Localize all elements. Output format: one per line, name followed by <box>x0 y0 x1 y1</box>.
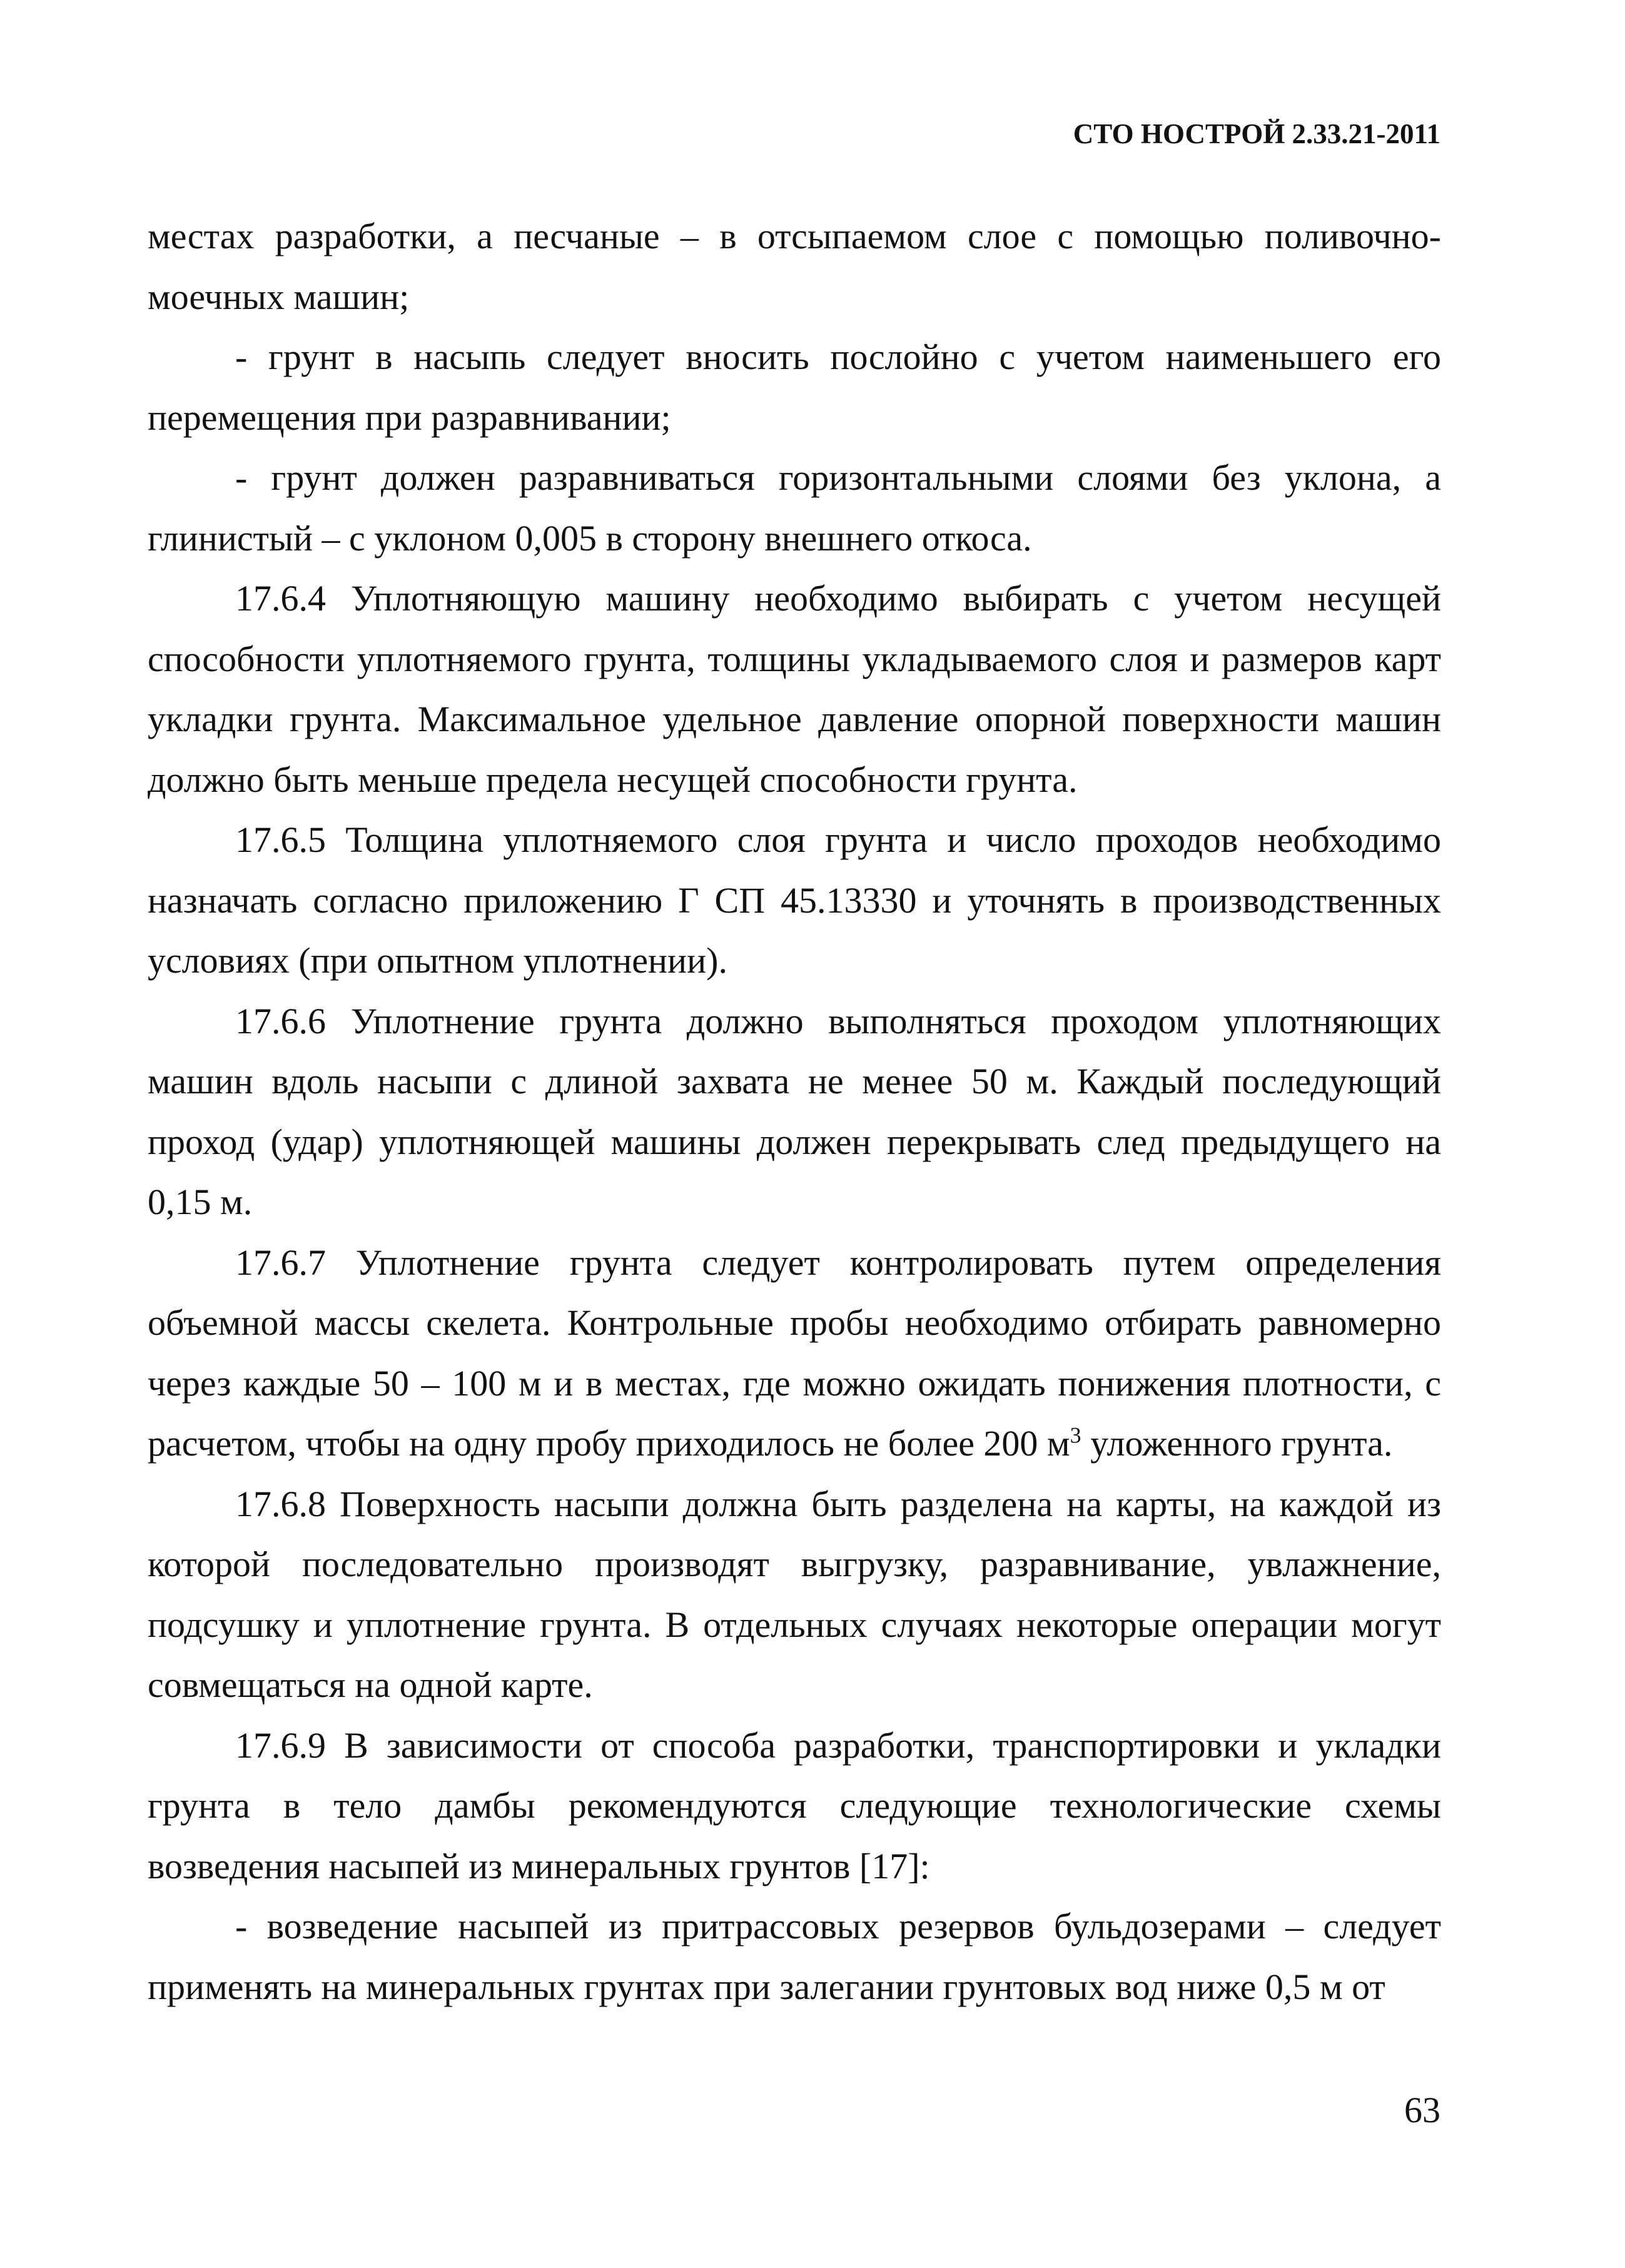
list-item-bulldozer-scheme: - возведение насыпей из притрассовых резервов бульдозерами – следует применять на минеральных грунтах при залегании грунтовых вод ниже 0,5 м от <box>148 1906 1441 2007</box>
paragraph-continuation: местах разработки, а песчаные – в отсыпаемом слое с помощью поливочно-моечных машин; <box>148 216 1441 317</box>
paragraph-17-6-4: 17.6.4 Уплотняющую машину необходимо выбирать с учетом несущей способности уплотняемого грунта, толщины укладываемого слоя и размеров карт укладки грунта. Максимальное удельное давление опорной поверхности машин должно быть меньше предела несущей способности грунта. <box>148 578 1441 800</box>
list-item-soil-layering: - грунт в насыпь следует вносить послойно с учетом наименьшего его перемещения при разравнивании; <box>148 337 1441 438</box>
paragraph-17-6-7-text: 17.6.7 Уплотнение грунта следует контролировать путем определения объемной массы скелета. Контрольные пробы необходимо отбирать равномерно через каждые 50 – 100 м и в местах, где можно ожидать понижения плотности, с расчетом, чтобы на одну пробу приходилось не более 200 м <box>148 1242 1441 1464</box>
superscript-cubic: 3 <box>1070 1422 1081 1448</box>
list-item-soil-leveling: - грунт должен разравниваться горизонтальными слоями без уклона, а глинистый – с уклоном 0,005 в сторону внешнего откоса. <box>148 457 1441 559</box>
paragraph-17-6-5: 17.6.5 Толщина уплотняемого слоя грунта и число проходов необходимо назначать согласно приложению Г СП 45.13330 и уточнять в производственных условиях (при опытном уплотнении). <box>148 819 1441 981</box>
paragraph-17-6-7 <box>148 1233 1441 1474</box>
page-number: 63 <box>1404 2090 1440 2130</box>
document-code-header: СТО НОСТРОЙ 2.33.21-2011 <box>1073 118 1440 149</box>
body-text <box>148 206 1441 2017</box>
paragraph-17-6-8: 17.6.8 Поверхность насыпи должна быть разделена на карты, на каждой из которой последовательно производят выгрузку, разравнивание, увлажнение, подсушку и уплотнение грунта. В отдельных случаях некоторые операции могут совмещаться на одной карте. <box>148 1483 1441 1705</box>
paragraph-17-6-9: 17.6.9 В зависимости от способа разработки, транспортировки и укладки грунта в тело дамбы рекомендуются следующие технологические схемы возведения насыпей из минеральных грунтов [17]: <box>148 1724 1441 1886</box>
paragraph-17-6-7-tail: уложенного грунта. <box>1081 1423 1393 1464</box>
paragraph-17-6-6: 17.6.6 Уплотнение грунта должно выполняться проходом уплотняющих машин вдоль насыпи с длиной захвата не менее 50 м. Каждый последующий проход (удар) уплотняющей машины должен перекрывать след предыдущего на 0,15 м. <box>148 1000 1441 1222</box>
